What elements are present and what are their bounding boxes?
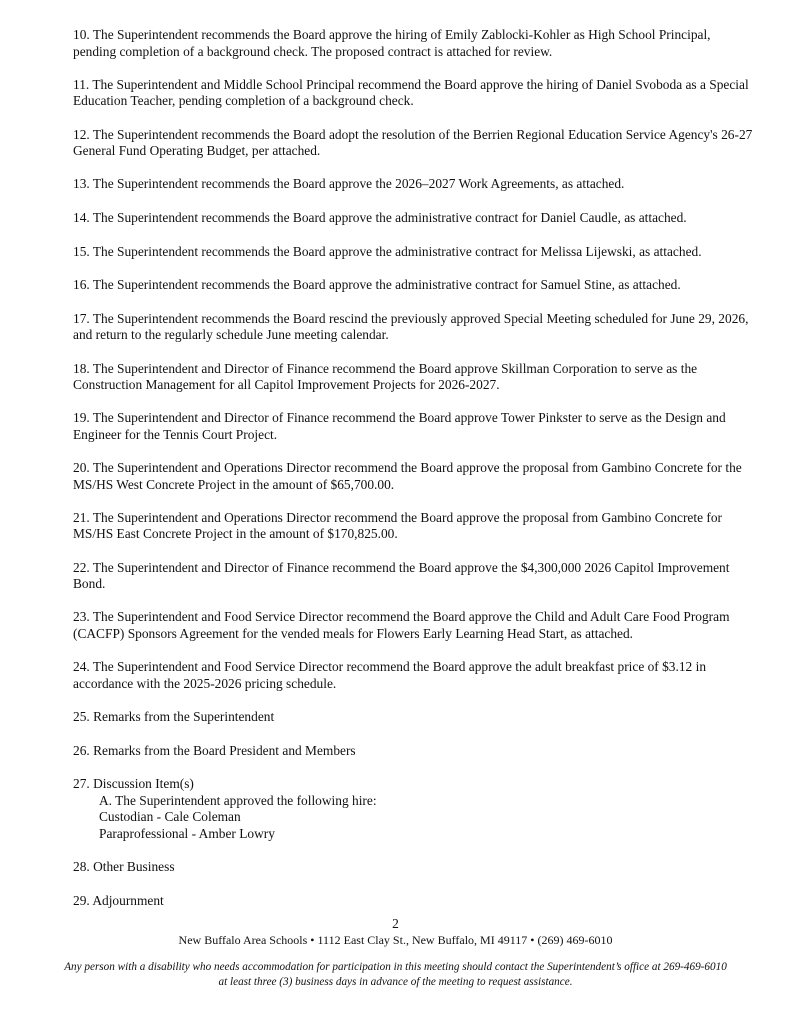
- agenda-item-14: 14. The Superintendent recommends the Board approve the administrative contract for Daniel Caudle, as attached.: [73, 209, 687, 225]
- agenda-item-16: 16. The Superintendent recommends the Board approve the administrative contract for Samuel Stine, as attached.: [73, 277, 681, 293]
- agenda-item-19: 19. The Superintendent and Director of Finance recommend the Board approve Tower Pinkster to serve as the Design and Engineer for the Tennis Court Project.: [73, 410, 726, 442]
- hire-custodian: Custodian - Cale Coleman: [99, 809, 241, 825]
- agenda-item-25: 25. Remarks from the Superintendent: [73, 708, 275, 724]
- agenda-item-18: 18. The Superintendent and Director of Finance recommend the Board approve Skillman Corporation to serve as the Construction Management for all Capitol Improvement Projects for 2026-2027.: [73, 360, 698, 393]
- agenda-item-10: 10. The Superintendent recommends the Board approve the hiring of Emily Zablocki-Kohler as High School Principal, pending completion of a background check. The proposed contract is attached for review.: [73, 27, 711, 59]
- discussion-heading: 27. Discussion Item(s): [73, 776, 194, 792]
- agenda-item-15: 15. The Superintendent recommends the Board approve the administrative contract for Melissa Lijewski, as attached.: [73, 243, 702, 259]
- agenda-item-24: 24. The Superintendent and Food Service Director recommend the Board approve the adult breakfast price of $3.12 in accordance with the 2025-2026 pricing schedule.: [73, 659, 707, 691]
- accessibility-notice: Any person with a disability who needs accommodation for participation in this meeting should contact the Superintendent’s office at 269-469-6010 at least three (3) business days in advance of the meeting to request assistance.: [64, 961, 727, 989]
- discussion-line-a: A. The Superintendent approved the following hire:: [99, 792, 377, 808]
- agenda-item-12: 12. The Superintendent recommends the Board adopt the resolution of the Berrien Regional Education Service Agency's 26-27 General Fund Operating Budget, per attached.: [73, 126, 753, 159]
- agenda-item-20: 20. The Superintendent and Operations Director recommend the Board approve the proposal from Gambino Concrete for the MS/HS West Concrete Project in the amount of $65,700.00.: [73, 460, 742, 492]
- page-number: 2: [392, 916, 399, 931]
- hire-paraprofessional: Paraprofessional - Amber Lowry: [99, 825, 275, 841]
- agenda-item-17: 17. The Superintendent recommends the Board rescind the previously approved Special Meeting scheduled for June 29, 2026, and return to the regularly schedule June meeting calendar.: [73, 310, 749, 343]
- agenda-items: [73, 27, 753, 926]
- agenda-item-27: [73, 776, 753, 842]
- agenda-item-13: 13. The Superintendent recommends the Board approve the 2026–2027 Work Agreements, as attached.: [73, 176, 625, 192]
- agenda-item-26: 26. Remarks from the Board President and Members: [73, 742, 356, 758]
- agenda-item-11: 11. The Superintendent and Middle School Principal recommend the Board approve the hiring of Daniel Svoboda as a Special Education Teacher, pending completion of a background check.: [73, 76, 749, 109]
- agenda-item-29: 29. Adjournment: [73, 892, 164, 908]
- agenda-item-23: 23. The Superintendent and Food Service Director recommend the Board approve the Child and Adult Care Food Program (CACFP) Sponsors Agreement for the vended meals for Flowers Early Learning Head Start, as attached.: [73, 609, 730, 641]
- agenda-item-22: 22. The Superintendent and Director of Finance recommend the Board approve the $4,300,000 2026 Capitol Improvement Bond.: [73, 559, 730, 592]
- agenda-item-28: 28. Other Business: [73, 859, 175, 875]
- agenda-item-21: 21. The Superintendent and Operations Director recommend the Board approve the proposal from Gambino Concrete for MS/HS East Concrete Project in the amount of $170,825.00.: [73, 509, 723, 542]
- footer-address: New Buffalo Area Schools • 1112 East Clay St., New Buffalo, MI 49117 • (269) 469-6010: [178, 933, 613, 947]
